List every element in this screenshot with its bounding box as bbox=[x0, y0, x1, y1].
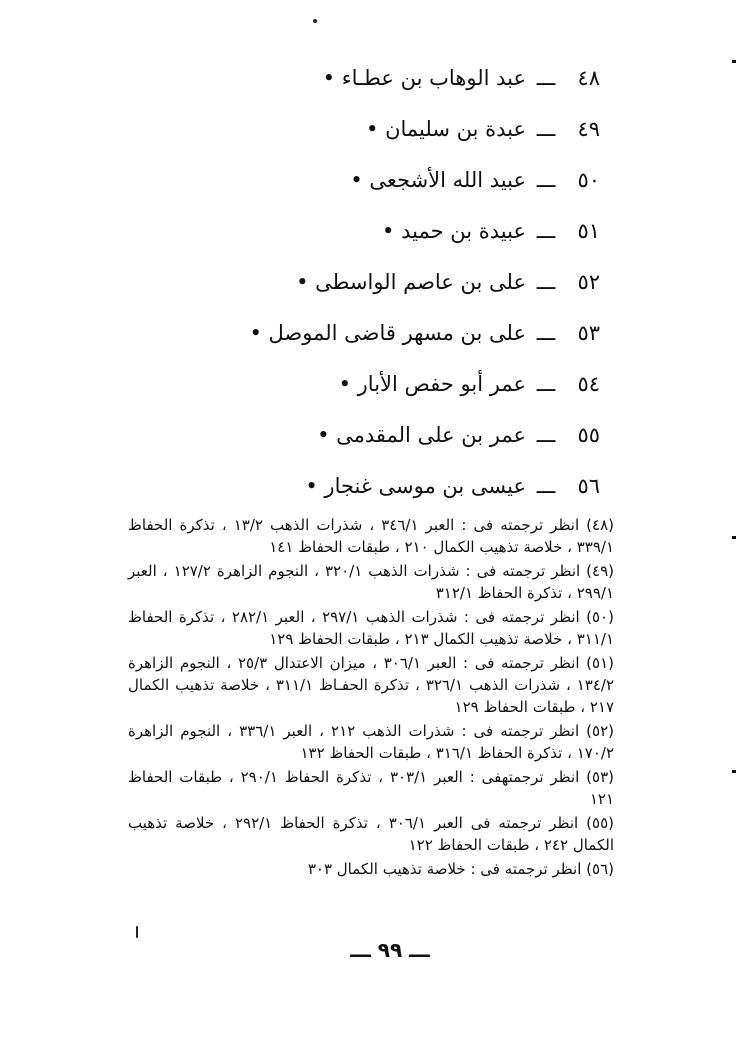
entry-number: ٥١ bbox=[577, 218, 600, 243]
list-item bbox=[120, 205, 600, 256]
edge-mark bbox=[732, 60, 736, 63]
entry-dash: ـــ bbox=[536, 269, 556, 294]
footnote: (٤٨) انظر ترجمته فى : العبر ٣٤٦/١ ، شذرات الذهب ١٣/٢ ، تذكرة الحفاظ ٣٣٩/١ ، خلاصة تذهيب الكمال ٢١٠ ، طبقات الحفاظ ١٤١ bbox=[128, 516, 615, 556]
entry-dash: ـــ bbox=[536, 116, 556, 141]
footnote: (٥٣) انظر ترجمتهفى : العبر ٣٠٣/١ ، تذكرة الحفاظ ٢٩٠/١ ، طبقات الحفاظ ١٢١ bbox=[128, 768, 615, 808]
entry-name: عمر بن على المقدمى • bbox=[317, 422, 526, 447]
footnote: (٥١) انظر ترجمته فى : العبر ٣٠٦/١ ، ميزان الاعتدال ٢٥/٣ ، النجوم الزاهرة ١٣٤/٢ ، شذرات الذهب ٣٢٦/١ ، تذكرة الحفـاظ ٣١١/١ ، خلاصة تذهيب الكمال ٢١٧ ، طبقات الحفاظ ١٢٩ bbox=[128, 654, 615, 716]
entry-name: عبيدة بن حميد • bbox=[382, 218, 526, 243]
entry-name: عيسى بن موسى غنجار • bbox=[305, 473, 526, 498]
entry-number: ٥٤ bbox=[577, 371, 600, 396]
entry-number: ٥٥ bbox=[577, 422, 600, 447]
entry-number: ٤٩ bbox=[577, 116, 600, 141]
edge-mark bbox=[732, 770, 736, 773]
list-item bbox=[120, 460, 600, 511]
list-item bbox=[120, 154, 600, 205]
entry-name: عبدة بن سليمان • bbox=[366, 116, 526, 141]
footnote: (٥٠) انظر ترجمته فى : شذرات الذهب ٢٩٧/١ ، العبر ٢٨٢/١ ، تذكرة الحفاظ ٣١١/١ ، خلاصة تذهيب الكمال ٢١٣ ، طبقات الحفاظ ١٢٩ bbox=[128, 608, 614, 648]
entry-number: ٥٣ bbox=[577, 320, 600, 345]
entry-dash: ـــ bbox=[536, 320, 556, 345]
entry-name: على بن عاصم الواسطى • bbox=[296, 269, 526, 294]
entry-name: عبيد الله الأشجعى • bbox=[350, 167, 526, 192]
entry-dash: ـــ bbox=[536, 167, 556, 192]
page-number: ـــ ٩٩ ـــ bbox=[350, 938, 430, 962]
entry-number: ٥٠ bbox=[577, 167, 600, 192]
entry-dash: ـــ bbox=[536, 65, 556, 90]
entry-number: ٥٦ bbox=[577, 473, 600, 498]
ink-speck bbox=[136, 926, 138, 938]
entry-dash: ـــ bbox=[536, 422, 556, 447]
list-item bbox=[120, 409, 600, 460]
ink-speck bbox=[313, 19, 317, 23]
footnote: (٥٥) انظر ترجمته فى العبر ٣٠٦/١ ، تذكرة الحفاظ ٢٩٢/١ ، خلاصة تذهيب الكمال ٢٤٢ ، طبقات الحفاظ ١٢٢ bbox=[128, 814, 614, 854]
list-item bbox=[120, 52, 600, 103]
footnote: (٤٩) انظر ترجمته فى : شذرات الذهب ٣٢٠/١ ، النجوم الزاهرة ١٢٧/٢ ، العبر ٢٩٩/١ ، تذكرة الحفاظ ٣١٢/١ bbox=[128, 562, 614, 602]
narrator-list bbox=[120, 52, 600, 511]
entry-dash: ـــ bbox=[536, 473, 556, 498]
entry-dash: ـــ bbox=[536, 218, 556, 243]
entry-name: عبد الوهاب بن عطـاء • bbox=[322, 65, 526, 90]
entry-name: عمر أبو حفص الأبار • bbox=[338, 371, 526, 396]
edge-mark bbox=[732, 536, 736, 539]
entry-dash: ـــ bbox=[536, 371, 556, 396]
entry-number: ٤٨ bbox=[577, 65, 600, 90]
footnotes bbox=[128, 514, 614, 882]
list-item bbox=[120, 358, 600, 409]
list-item bbox=[120, 103, 600, 154]
list-item bbox=[120, 256, 600, 307]
footnote: (٥٢) انظر ترجمته فى : شذرات الذهب ٢١٢ ، العبر ٣٣٦/١ ، النجوم الزاهرة ١٧٠/٢ ، تذكرة الحفاظ ٣١٦/١ ، طبقات الحفاظ ١٣٢ bbox=[128, 722, 614, 762]
entry-name: على بن مسهر قاضى الموصل • bbox=[249, 320, 526, 345]
list-item bbox=[120, 307, 600, 358]
footnote: (٥٦) انظر ترجمته فى : خلاصة تذهيب الكمال ٣٠٣ bbox=[307, 860, 614, 878]
entry-number: ٥٢ bbox=[577, 269, 600, 294]
